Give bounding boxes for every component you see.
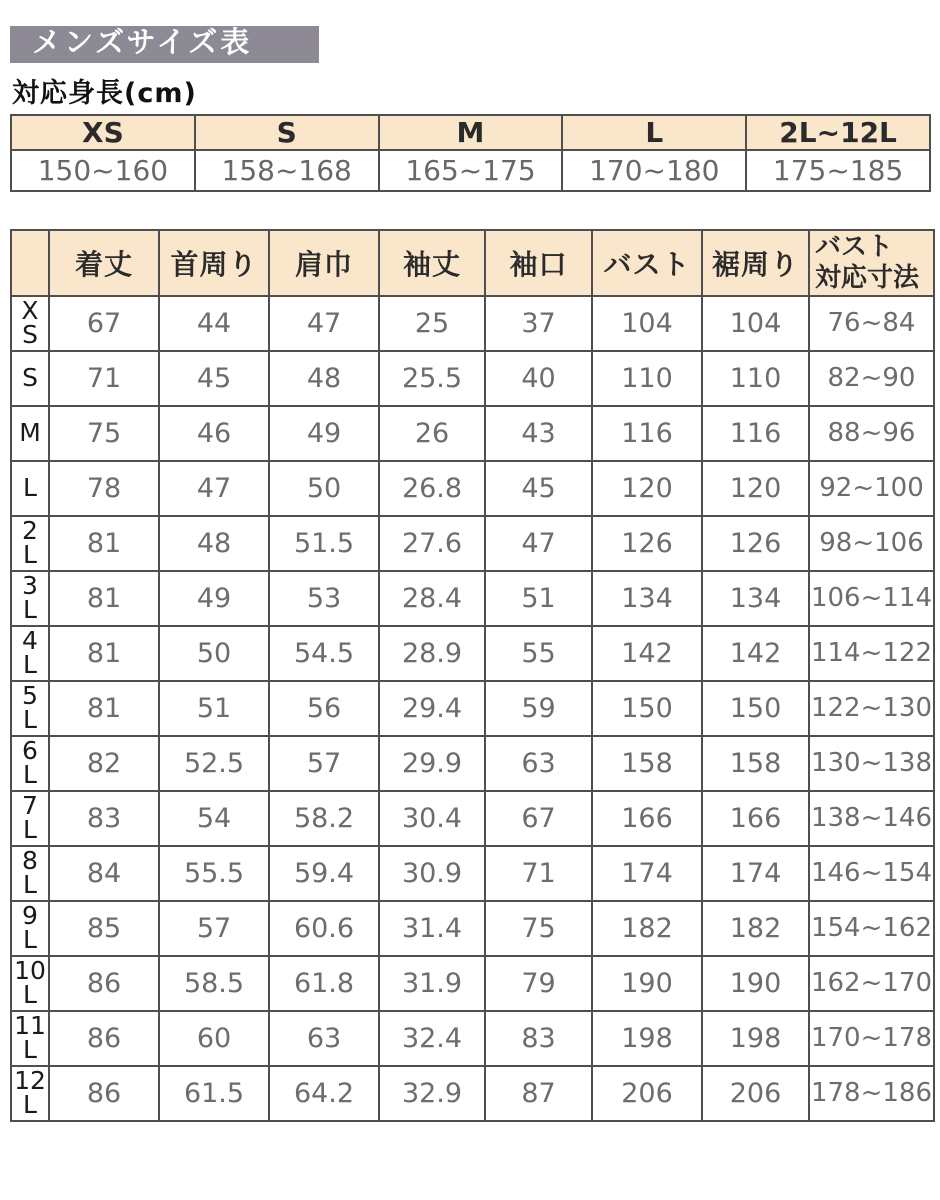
size-cell: 51.5 <box>269 516 379 571</box>
height-table-value-row <box>11 150 930 191</box>
size-cell: 174 <box>592 846 702 901</box>
size-cell: 120 <box>592 461 702 516</box>
height-range-l: 170~180 <box>562 150 746 191</box>
size-cell: 40 <box>485 351 592 406</box>
size-cell: 134 <box>592 571 702 626</box>
size-table-row <box>11 901 934 956</box>
size-cell: 56 <box>269 681 379 736</box>
size-cell: 79 <box>485 956 592 1011</box>
size-cell: 88~96 <box>809 406 934 461</box>
size-cell: 84 <box>49 846 159 901</box>
size-cell: 49 <box>159 571 269 626</box>
size-cell: 81 <box>49 516 159 571</box>
row-label-7l: 7 L <box>11 791 49 846</box>
row-label-m: M <box>11 406 49 461</box>
size-table-header-row <box>11 230 934 296</box>
size-table-row <box>11 516 934 571</box>
size-cell: 110 <box>702 351 809 406</box>
size-table <box>10 229 935 1122</box>
size-cell: 63 <box>485 736 592 791</box>
size-cell: 55 <box>485 626 592 681</box>
size-cell: 82~90 <box>809 351 934 406</box>
size-cell: 98~106 <box>809 516 934 571</box>
size-cell: 51 <box>159 681 269 736</box>
size-cell: 178~186 <box>809 1066 934 1121</box>
size-cell: 46 <box>159 406 269 461</box>
size-cell: 104 <box>592 296 702 351</box>
size-table-row <box>11 736 934 791</box>
size-cell: 130~138 <box>809 736 934 791</box>
size-cell: 75 <box>49 406 159 461</box>
col-header-bust-range-line2: 対応寸法 <box>815 262 920 293</box>
size-cell: 150 <box>592 681 702 736</box>
size-cell: 67 <box>49 296 159 351</box>
size-cell: 26.8 <box>379 461 485 516</box>
size-cell: 54.5 <box>269 626 379 681</box>
size-cell: 120 <box>702 461 809 516</box>
size-cell: 58.5 <box>159 956 269 1011</box>
size-cell: 47 <box>159 461 269 516</box>
size-cell: 60 <box>159 1011 269 1066</box>
size-cell: 45 <box>159 351 269 406</box>
col-header-bust-range-line1: バスト <box>815 232 894 263</box>
size-cell: 57 <box>159 901 269 956</box>
size-cell: 166 <box>592 791 702 846</box>
size-table-row <box>11 461 934 516</box>
size-cell: 83 <box>485 1011 592 1066</box>
size-cell: 31.4 <box>379 901 485 956</box>
size-cell: 206 <box>592 1066 702 1121</box>
size-cell: 50 <box>159 626 269 681</box>
size-cell: 30.4 <box>379 791 485 846</box>
size-cell: 29.4 <box>379 681 485 736</box>
size-cell: 26 <box>379 406 485 461</box>
size-cell: 29.9 <box>379 736 485 791</box>
height-table-caption: 対応身長(cm) <box>12 77 197 109</box>
size-cell: 30.9 <box>379 846 485 901</box>
size-cell: 87 <box>485 1066 592 1121</box>
col-header-hem: 裾周り <box>702 230 809 296</box>
size-cell: 43 <box>485 406 592 461</box>
size-cell: 106~114 <box>809 571 934 626</box>
size-cell: 206 <box>702 1066 809 1121</box>
size-cell: 104 <box>702 296 809 351</box>
height-range-s: 158~168 <box>195 150 379 191</box>
size-table-row <box>11 1011 934 1066</box>
size-cell: 32.4 <box>379 1011 485 1066</box>
size-cell: 138~146 <box>809 791 934 846</box>
size-cell: 59.4 <box>269 846 379 901</box>
col-header-cuff: 袖口 <box>485 230 592 296</box>
size-cell: 76~84 <box>809 296 934 351</box>
row-label-s: S <box>11 351 49 406</box>
row-label-xs: X S <box>11 296 49 351</box>
height-range-m: 165~175 <box>379 150 563 191</box>
col-header-sleeve-length: 袖丈 <box>379 230 485 296</box>
size-cell: 154~162 <box>809 901 934 956</box>
size-cell: 50 <box>269 461 379 516</box>
size-cell: 64.2 <box>269 1066 379 1121</box>
size-cell: 198 <box>592 1011 702 1066</box>
size-cell: 57 <box>269 736 379 791</box>
size-cell: 134 <box>702 571 809 626</box>
size-cell: 86 <box>49 1066 159 1121</box>
size-cell: 85 <box>49 901 159 956</box>
row-label-8l: 8 L <box>11 846 49 901</box>
row-label-2l: 2 L <box>11 516 49 571</box>
size-cell: 48 <box>269 351 379 406</box>
col-header-shoulder: 肩巾 <box>269 230 379 296</box>
row-label-l: L <box>11 461 49 516</box>
row-label-11l: 11 L <box>11 1011 49 1066</box>
size-cell: 52.5 <box>159 736 269 791</box>
size-cell: 71 <box>485 846 592 901</box>
size-cell: 37 <box>485 296 592 351</box>
height-col-header-l: L <box>562 115 746 150</box>
size-cell: 44 <box>159 296 269 351</box>
col-header-body-length: 着丈 <box>49 230 159 296</box>
row-label-10l: 10 L <box>11 956 49 1011</box>
height-range-xs: 150~160 <box>11 150 195 191</box>
size-cell: 162~170 <box>809 956 934 1011</box>
size-cell: 60.6 <box>269 901 379 956</box>
size-cell: 54 <box>159 791 269 846</box>
size-cell: 142 <box>592 626 702 681</box>
size-cell: 116 <box>592 406 702 461</box>
size-cell: 86 <box>49 1011 159 1066</box>
page-title-band <box>10 26 319 63</box>
size-cell: 86 <box>49 956 159 1011</box>
row-label-4l: 4 L <box>11 626 49 681</box>
size-cell: 61.8 <box>269 956 379 1011</box>
height-col-header-xs: XS <box>11 115 195 150</box>
size-cell: 158 <box>592 736 702 791</box>
size-table-row <box>11 406 934 461</box>
size-cell: 25.5 <box>379 351 485 406</box>
size-cell: 81 <box>49 571 159 626</box>
size-table-row <box>11 351 934 406</box>
height-col-header-2l-12l: 2L~12L <box>746 115 930 150</box>
size-cell: 27.6 <box>379 516 485 571</box>
size-cell: 114~122 <box>809 626 934 681</box>
size-table-corner-cell <box>11 230 49 296</box>
col-header-neck: 首周り <box>159 230 269 296</box>
size-table-row <box>11 846 934 901</box>
size-cell: 174 <box>702 846 809 901</box>
size-cell: 142 <box>702 626 809 681</box>
size-cell: 49 <box>269 406 379 461</box>
size-cell: 32.9 <box>379 1066 485 1121</box>
size-cell: 28.4 <box>379 571 485 626</box>
height-table-header-row <box>11 115 930 150</box>
size-cell: 51 <box>485 571 592 626</box>
size-cell: 126 <box>702 516 809 571</box>
size-cell: 146~154 <box>809 846 934 901</box>
size-cell: 67 <box>485 791 592 846</box>
size-cell: 182 <box>592 901 702 956</box>
size-cell: 59 <box>485 681 592 736</box>
size-cell: 198 <box>702 1011 809 1066</box>
row-label-9l: 9 L <box>11 901 49 956</box>
size-cell: 81 <box>49 681 159 736</box>
size-cell: 158 <box>702 736 809 791</box>
size-cell: 25 <box>379 296 485 351</box>
size-cell: 122~130 <box>809 681 934 736</box>
size-table-row <box>11 791 934 846</box>
size-cell: 61.5 <box>159 1066 269 1121</box>
size-cell: 47 <box>269 296 379 351</box>
height-range-2l-12l: 175~185 <box>746 150 930 191</box>
size-cell: 47 <box>485 516 592 571</box>
size-cell: 55.5 <box>159 846 269 901</box>
row-label-3l: 3 L <box>11 571 49 626</box>
size-cell: 170~178 <box>809 1011 934 1066</box>
height-table <box>10 114 931 192</box>
size-table-row <box>11 956 934 1011</box>
row-label-6l: 6 L <box>11 736 49 791</box>
size-cell: 28.9 <box>379 626 485 681</box>
row-label-12l: 12 L <box>11 1066 49 1121</box>
size-cell: 116 <box>702 406 809 461</box>
size-cell: 53 <box>269 571 379 626</box>
col-header-bust-range <box>809 230 934 296</box>
size-cell: 63 <box>269 1011 379 1066</box>
size-table-row <box>11 296 934 351</box>
size-cell: 190 <box>702 956 809 1011</box>
size-cell: 82 <box>49 736 159 791</box>
size-cell: 92~100 <box>809 461 934 516</box>
size-table-row <box>11 681 934 736</box>
size-cell: 75 <box>485 901 592 956</box>
size-cell: 71 <box>49 351 159 406</box>
size-cell: 83 <box>49 791 159 846</box>
size-cell: 48 <box>159 516 269 571</box>
size-table-row <box>11 1066 934 1121</box>
col-header-bust: バスト <box>592 230 702 296</box>
size-table-row <box>11 571 934 626</box>
size-cell: 78 <box>49 461 159 516</box>
page-title: メンズサイズ表 <box>32 25 253 59</box>
size-cell: 110 <box>592 351 702 406</box>
size-cell: 190 <box>592 956 702 1011</box>
size-cell: 58.2 <box>269 791 379 846</box>
size-cell: 126 <box>592 516 702 571</box>
size-cell: 182 <box>702 901 809 956</box>
size-cell: 166 <box>702 791 809 846</box>
height-col-header-s: S <box>195 115 379 150</box>
row-label-5l: 5 L <box>11 681 49 736</box>
size-cell: 81 <box>49 626 159 681</box>
size-cell: 31.9 <box>379 956 485 1011</box>
size-cell: 45 <box>485 461 592 516</box>
size-table-row <box>11 626 934 681</box>
height-col-header-m: M <box>379 115 563 150</box>
size-cell: 150 <box>702 681 809 736</box>
